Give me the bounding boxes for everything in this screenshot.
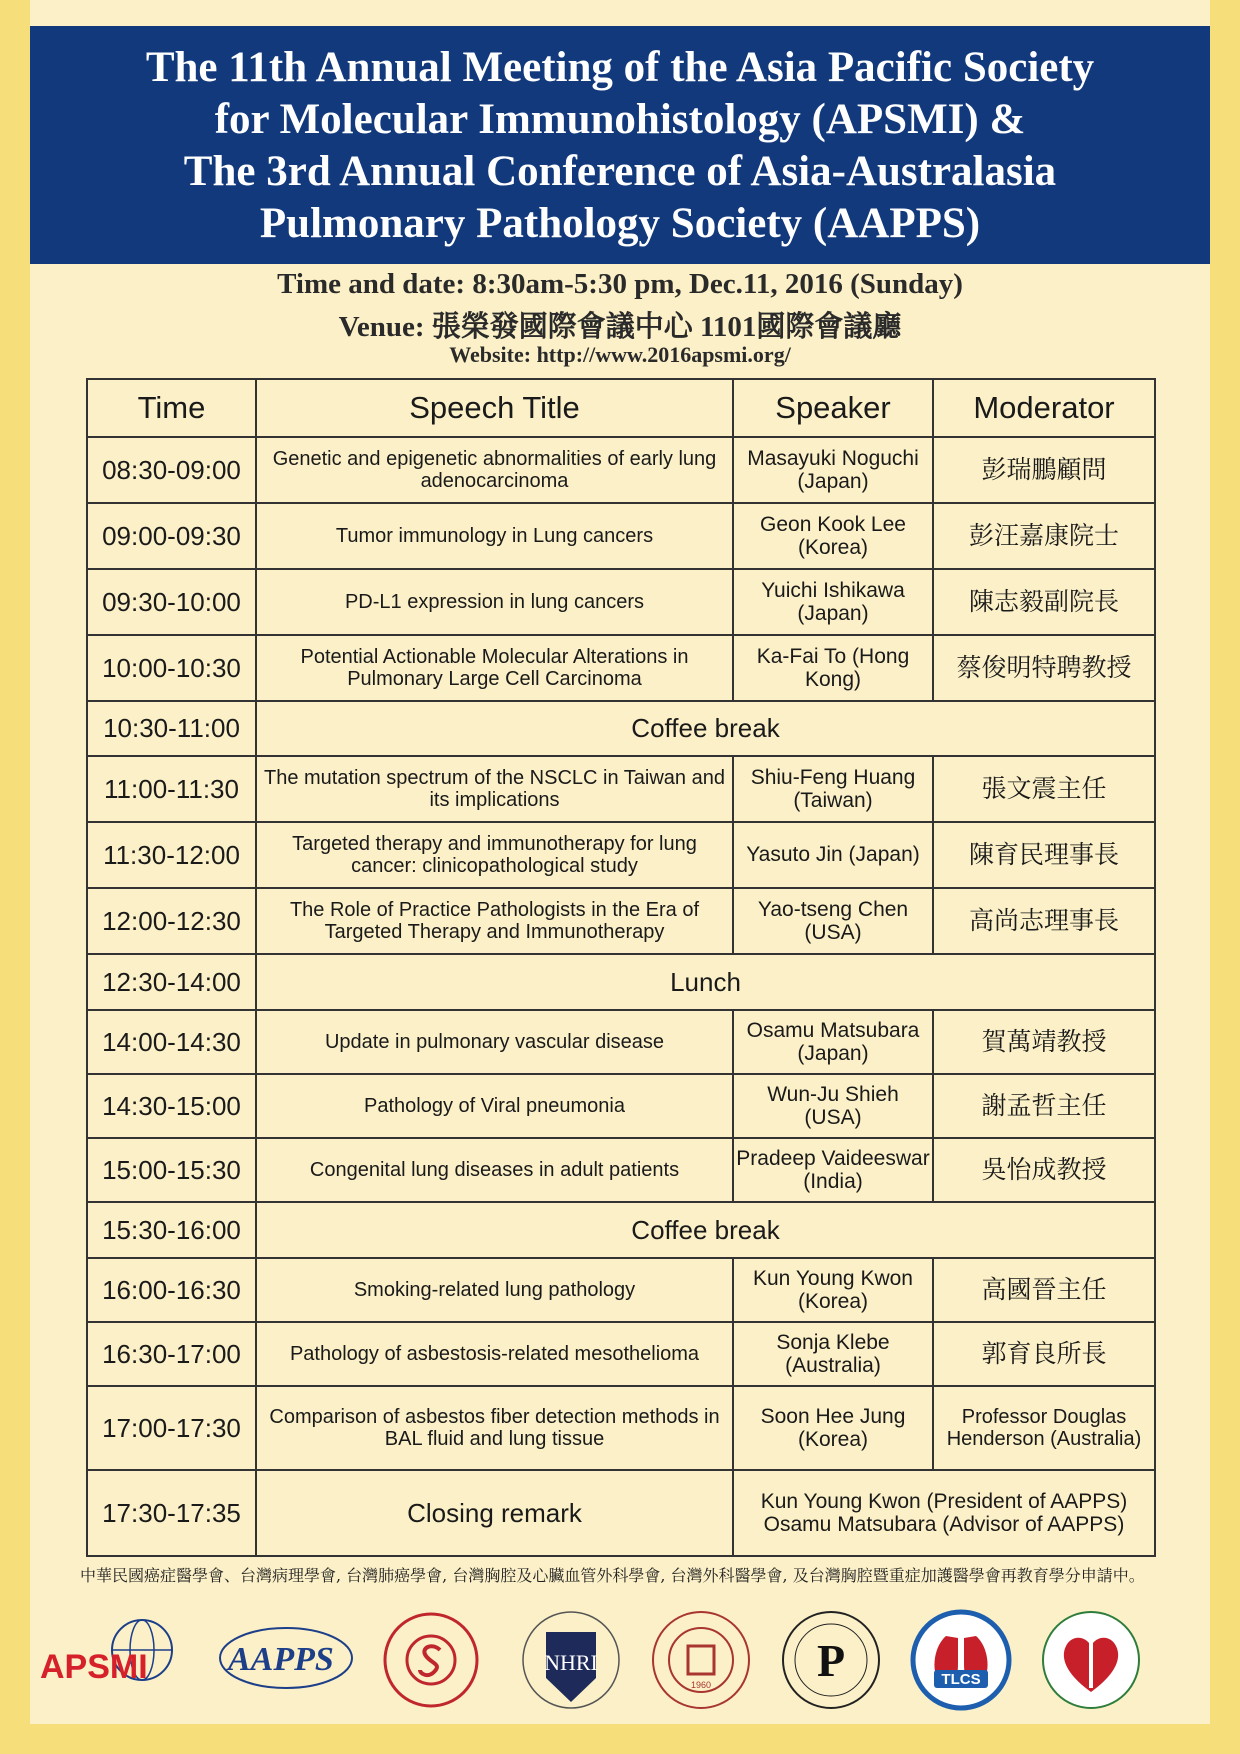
credit-footnote: 中華民國癌症醫學會、台灣病理學會, 台灣肺癌學會, 台灣胸腔及心臟血管外科學會, 台灣外科醫學會, 及台灣胸腔暨重症加護醫學會再教育學分申請中。 <box>80 1566 1145 1585</box>
speaker: Kun Young Kwon (Korea) <box>733 1258 933 1322</box>
website: Website: http://www.2016apsmi.org/ <box>449 342 791 367</box>
table-row <box>87 1138 1155 1202</box>
taiwan-pathology-society-logo <box>776 1608 886 1712</box>
table-row <box>87 888 1155 954</box>
speaker: Masayuki Noguchi (Japan) <box>733 437 933 503</box>
sponsor-logos <box>36 1608 1212 1712</box>
nhri-logo <box>516 1608 626 1712</box>
table-row <box>87 635 1155 701</box>
break-row <box>87 1202 1155 1258</box>
taipei-medical-university-logo <box>646 1608 756 1712</box>
table-row <box>87 569 1155 635</box>
speech-title: Update in pulmonary vascular disease <box>256 1010 733 1074</box>
moderator: 吳怡成教授 <box>933 1138 1155 1202</box>
coffee-break-label: Coffee break <box>256 1202 1155 1258</box>
break-row <box>87 954 1155 1010</box>
nhri-logo-text: NHRI <box>544 1650 598 1675</box>
title-line-1: The 11th Annual Meeting of the Asia Pacific Society <box>145 44 1095 91</box>
table-row <box>87 437 1155 503</box>
speech-title: PD-L1 expression in lung cancers <box>256 569 733 635</box>
moderator: 陳育民理事長 <box>933 822 1155 888</box>
session-time: 14:30-15:00 <box>87 1074 256 1138</box>
table-row <box>87 822 1155 888</box>
moderator: 高尚志理事長 <box>933 888 1155 954</box>
speech-title: Congenital lung diseases in adult patients <box>256 1138 733 1202</box>
closing-speakers: Kun Young Kwon (President of AAPPS) Osamu Matsubara (Advisor of AAPPS) <box>733 1470 1155 1556</box>
moderator: 張文震主任 <box>933 756 1155 822</box>
header-moderator: Moderator <box>933 379 1155 437</box>
table-row <box>87 1322 1155 1386</box>
apsmi-logo <box>36 1608 196 1712</box>
session-time: 12:30-14:00 <box>87 954 256 1010</box>
thoracic-surgery-society-logo <box>1036 1608 1146 1712</box>
aapps-logo <box>216 1608 356 1712</box>
speaker: Wun-Ju Shieh (USA) <box>733 1074 933 1138</box>
moderator: 郭育良所長 <box>933 1322 1155 1386</box>
title-line-2: for Molecular Immunohistology (APSMI) & <box>214 96 1026 143</box>
aapps-logo-text: AAPPS <box>228 1641 334 1678</box>
moderator: 高國晉主任 <box>933 1258 1155 1322</box>
title-line-4: Pulmonary Pathology Society (AAPPS) <box>259 200 981 247</box>
session-time: 10:30-11:00 <box>87 701 256 756</box>
pathology-logo-letter: P <box>816 1635 846 1686</box>
session-time: 09:00-09:30 <box>87 503 256 569</box>
session-time: 10:00-10:30 <box>87 635 256 701</box>
session-time: 16:30-17:00 <box>87 1322 256 1386</box>
moderator: 陳志毅副院長 <box>933 569 1155 635</box>
speech-title: Tumor immunology in Lung cancers <box>256 503 733 569</box>
speaker: Shiu-Feng Huang (Taiwan) <box>733 756 933 822</box>
table-row <box>87 1386 1155 1470</box>
speech-title: Pathology of Viral pneumonia <box>256 1074 733 1138</box>
session-time: 11:30-12:00 <box>87 822 256 888</box>
moderator: 賀萬靖教授 <box>933 1010 1155 1074</box>
venue: Venue: 張榮發國際會議中心 1101國際會議廳 <box>338 311 902 343</box>
oncology-society-logo <box>376 1608 486 1712</box>
session-time: 15:00-15:30 <box>87 1138 256 1202</box>
header-speech-title: Speech Title <box>256 379 733 437</box>
lunch-label: Lunch <box>256 954 1155 1010</box>
speaker: Yuichi Ishikawa (Japan) <box>733 569 933 635</box>
table-row <box>87 1258 1155 1322</box>
apsmi-logo-text: APSMI <box>40 1648 148 1686</box>
moderator: 彭瑞鵬顧問 <box>933 437 1155 503</box>
table-row <box>87 1074 1155 1138</box>
closing-remark-title: Closing remark <box>256 1470 733 1556</box>
break-row <box>87 701 1155 756</box>
moderator: 謝孟哲主任 <box>933 1074 1155 1138</box>
session-time: 14:00-14:30 <box>87 1010 256 1074</box>
speaker: Yao-tseng Chen (USA) <box>733 888 933 954</box>
speaker: Pradeep Vaideeswar (India) <box>733 1138 933 1202</box>
coffee-break-label: Coffee break <box>256 701 1155 756</box>
schedule-table <box>86 378 1156 1557</box>
session-time: 17:00-17:30 <box>87 1386 256 1470</box>
speech-title: Targeted therapy and immunotherapy for lung cancer: clinicopathological study <box>256 822 733 888</box>
speaker: Osamu Matsubara (Japan) <box>733 1010 933 1074</box>
speaker: Yasuto Jin (Japan) <box>733 822 933 888</box>
moderator: 蔡俊明特聘教授 <box>933 635 1155 701</box>
table-header-row <box>87 379 1155 437</box>
session-time: 16:00-16:30 <box>87 1258 256 1322</box>
speech-title: Genetic and epigenetic abnormalities of early lung adenocarcinoma <box>256 437 733 503</box>
title-banner <box>30 26 1210 264</box>
table-row <box>87 1010 1155 1074</box>
tlcs-logo-text: TLCS <box>941 1671 981 1688</box>
speech-title: Comparison of asbestos fiber detection methods in BAL fluid and lung tissue <box>256 1386 733 1470</box>
session-time: 09:30-10:00 <box>87 569 256 635</box>
header-speaker: Speaker <box>733 379 933 437</box>
session-time: 11:00-11:30 <box>87 756 256 822</box>
header-time: Time <box>87 379 256 437</box>
session-time: 08:30-09:00 <box>87 437 256 503</box>
moderator: Professor Douglas Henderson (Australia) <box>933 1386 1155 1470</box>
closing-row <box>87 1470 1155 1556</box>
speaker: Ka-Fai To (Hong Kong) <box>733 635 933 701</box>
speech-title: The Role of Practice Pathologists in the Era of Targeted Therapy and Immunotherapy <box>256 888 733 954</box>
session-time: 15:30-16:00 <box>87 1202 256 1258</box>
session-time: 17:30-17:35 <box>87 1470 256 1556</box>
time-and-date: Time and date: 8:30am-5:30 pm, Dec.11, 2016 (Sunday) <box>277 268 963 300</box>
speech-title: Potential Actionable Molecular Alterations in Pulmonary Large Cell Carcinoma <box>256 635 733 701</box>
speaker: Geon Kook Lee (Korea) <box>733 503 933 569</box>
speaker: Sonja Klebe (Australia) <box>733 1322 933 1386</box>
tlcs-logo <box>906 1608 1016 1712</box>
speech-title: The mutation spectrum of the NSCLC in Taiwan and its implications <box>256 756 733 822</box>
title-line-3: The 3rd Annual Conference of Asia-Australasia <box>183 148 1057 195</box>
table-row <box>87 503 1155 569</box>
tmu-year-text: 1960 <box>690 1680 712 1690</box>
moderator: 彭汪嘉康院士 <box>933 503 1155 569</box>
speaker: Soon Hee Jung (Korea) <box>733 1386 933 1470</box>
table-row <box>87 756 1155 822</box>
speech-title: Smoking-related lung pathology <box>256 1258 733 1322</box>
speech-title: Pathology of asbestosis-related mesothelioma <box>256 1322 733 1386</box>
session-time: 12:00-12:30 <box>87 888 256 954</box>
